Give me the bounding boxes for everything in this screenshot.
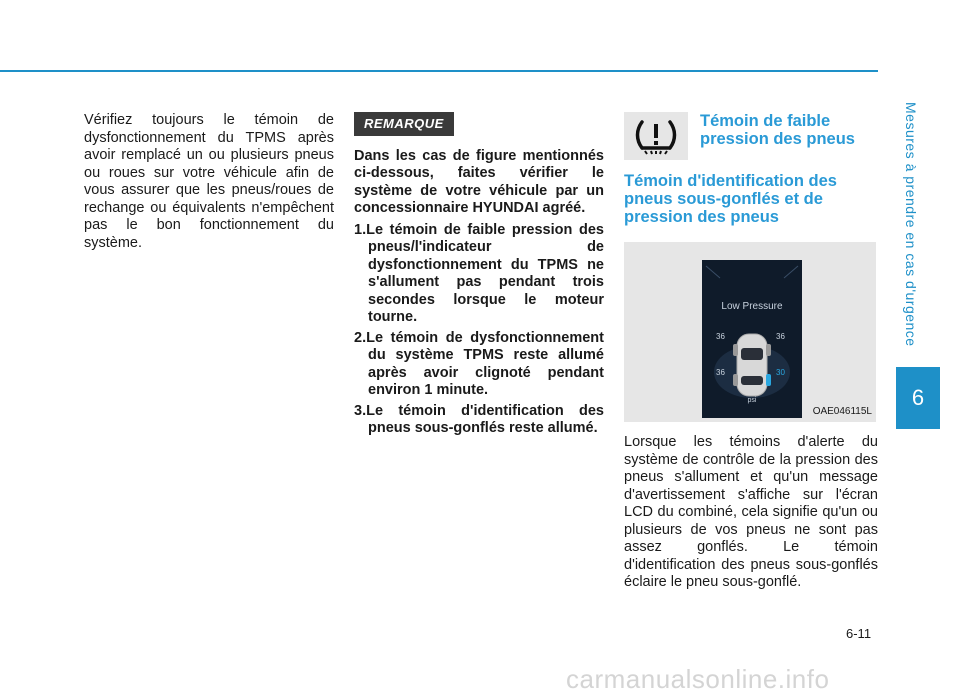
tire-id-paragraph: Lorsque les témoins d'alerte du système de contrôle de la pression des pneus s'allument et qu'un message d'avertissement s'affiche sur l'écran LCD du combiné, cela signifie qu'un ou plusieurs de vos pneus ne sont pas assez gonflés. Le témoin d'identification des pneus sous-gonflés éclaire le pneu sous-gonflé. — [624, 434, 878, 590]
warning-title: Témoin de faible pression des pneus — [700, 112, 855, 148]
note-item-3: 3.Le témoin d'identification des pneus sous-gonflés reste allumé. — [354, 402, 604, 436]
psi-unit: psi — [747, 397, 757, 404]
tire-front-right: 36 — [776, 332, 785, 341]
chapter-title: Mesures à prendre en cas d'urgence — [903, 101, 919, 347]
cluster-figure — [624, 242, 876, 422]
low-pressure-label: Low Pressure — [721, 301, 783, 312]
note-item-1: 1.Le témoin de faible pression des pneus/l'indicateur de dysfonctionnement du TPMS ne s'allument pas pendant trois secondes lorsque le moteur tourne. — [354, 221, 604, 325]
tire-rear-left: 36 — [716, 368, 725, 377]
figure-code: OAE046115L — [812, 405, 872, 417]
tire-rear-right: 30 — [776, 368, 785, 377]
column-left — [84, 112, 334, 252]
footer-watermark: carmanualsonline.info — [566, 664, 830, 694]
car-top-view-icon — [733, 334, 771, 396]
note-item-2: 2.Le témoin de dysfonctionnement du système TPMS reste allumé après avoir clignoté pendant environ 1 minute. — [354, 329, 604, 398]
tpms-check-paragraph: Vérifiez toujours le témoin de dysfonctionnement du TPMS après avoir remplacé un ou plusieurs pneus ou roues sur votre véhicule afin de vous assurer que les pneus/roues de rechange ou équivalents n'empêchent pas le bon fonctionnement du système. — [84, 112, 334, 251]
top-rule — [0, 70, 878, 72]
chapter-number: 6 — [896, 367, 940, 429]
warning-header — [624, 112, 878, 160]
tire-id-title: Témoin d'identification des pneus sous-gonflés et de pression des pneus — [624, 172, 837, 226]
tpms-warning-icon — [624, 112, 688, 160]
page-number: 6-11 — [846, 626, 872, 641]
column-right — [624, 112, 878, 592]
lcd-screen — [702, 260, 802, 418]
note-list — [354, 222, 604, 438]
tire-front-left: 36 — [716, 332, 725, 341]
note-intro: Dans les cas de figure mentionnés ci-dessous, faites vérifier le système de votre véhicule par un concessionnaire HYUNDAI agréé. — [354, 147, 604, 216]
column-middle — [354, 112, 604, 441]
note-badge: REMARQUE — [354, 112, 454, 136]
